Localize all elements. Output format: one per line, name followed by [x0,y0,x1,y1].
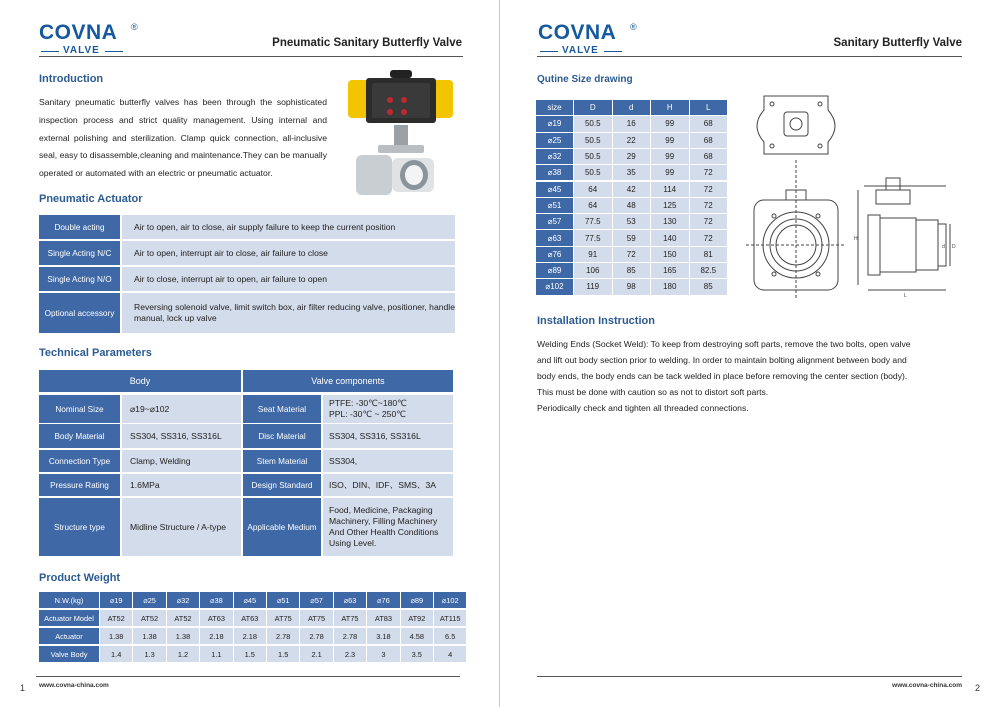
weight-cell: 3.5 [401,646,433,662]
valve-product-image [338,70,463,205]
footer-rule [36,676,460,677]
size-cell: 72 [690,182,728,197]
outline-drawing [746,90,961,310]
weight-header-cell: ⌀45 [234,592,266,608]
size-cell: 85 [690,279,728,294]
tech-label: Nominal Size [39,395,120,423]
size-cell: 42 [613,182,651,197]
weight-cell: 2.18 [200,628,232,644]
size-cell: 50.5 [574,165,612,180]
size-cell: 81 [690,247,728,262]
size-cell: 50.5 [574,149,612,164]
weight-cell: AT75 [334,610,366,626]
actuator-row: Double acting Air to open, air to close, air supply failure to keep the current position [39,215,455,239]
weight-cell: 1.3 [133,646,165,662]
svg-text:D: D [952,244,956,250]
size-cell: ⌀89 [536,263,573,278]
weight-header-cell: ⌀32 [167,592,199,608]
size-cell: 72 [690,198,728,213]
footer-url[interactable]: www.covna-china.com [892,682,962,689]
svg-text:d: d [942,244,945,250]
weight-header-cell: ⌀25 [133,592,165,608]
size-cell: 72 [690,214,728,229]
weight-cell: Actuator Model [39,610,99,626]
install-text: Welding Ends (Socket Weld): To keep from destroying soft parts, remove the two bolts, open valve and lift out body section prior to welding. In order to maintain bolting alignment between body and body ends, the body ends can be tack welded in place before removing the center section (body). This must be done with caution so as not to distort soft parts. Periodically check and tighten all threaded connections. [537,339,911,413]
size-cell: 22 [613,133,651,148]
size-cell: 91 [574,247,612,262]
size-cell: 82.5 [690,263,728,278]
actuator-row: Single Acting N/O Air to close, interrupt air to open, air failure to open [39,267,455,291]
size-cell: ⌀38 [536,165,573,180]
tech-label: Applicable Medium [243,498,321,556]
size-cell: 150 [651,247,689,262]
tech-label: Pressure Rating [39,474,120,496]
tech-value: ⌀19~⌀102 [122,395,241,423]
covna-logo: COVNA ® VALVE [538,21,637,56]
actuator-heading: Pneumatic Actuator [39,193,143,205]
svg-text:H: H [854,236,858,242]
page-title: Sanitary Butterfly Valve [833,37,962,49]
size-cell: 35 [613,165,651,180]
size-cell: 99 [651,149,689,164]
intro-heading: Introduction [39,73,104,85]
weight-cell: AT52 [100,610,132,626]
tech-value: Midline Structure / A-type [122,498,241,556]
size-cell: 64 [574,198,612,213]
svg-text:L: L [904,293,907,299]
size-cell: 50.5 [574,133,612,148]
size-cell: ⌀102 [536,279,573,294]
size-cell: 98 [613,279,651,294]
weight-header-cell: ⌀102 [434,592,466,608]
size-cell: 119 [574,279,612,294]
weight-cell: Valve Body [39,646,99,662]
weight-header-cell: ⌀89 [401,592,433,608]
size-cell: ⌀63 [536,230,573,245]
tech-label: Body Material [39,424,120,448]
size-cell: 72 [690,230,728,245]
tech-value: PTFE: -30℃~180℃ PPL: -30℃ ~ 250℃ [323,395,453,423]
weight-cell: 1.5 [267,646,299,662]
weight-cell: AT52 [133,610,165,626]
weight-cell: 2.78 [334,628,366,644]
weight-header-cell: ⌀19 [100,592,132,608]
tech-value: SS304, SS316, SS316L [122,424,241,448]
install-heading: Installation Instruction [537,315,655,327]
size-cell: ⌀76 [536,247,573,262]
size-cell: 72 [613,247,651,262]
weight-cell: AT75 [300,610,332,626]
header-rule [39,56,463,57]
weight-cell: 1.38 [100,628,132,644]
tech-value: 1.6MPa [122,474,241,496]
weight-cell: AT63 [200,610,232,626]
weight-header-cell: ⌀38 [200,592,232,608]
page-2 [501,0,1000,707]
weight-cell: 1.5 [234,646,266,662]
size-cell: 59 [613,230,651,245]
weight-cell: 2.78 [267,628,299,644]
tech-label: Structure type [39,498,120,556]
size-cell: 50.5 [574,116,612,131]
page-number: 1 [20,683,26,693]
weight-cell: AT92 [401,610,433,626]
tech-value: Food, Medicine, Packaging Machinery, Filling Machinery And Other Health Conditions Using Level. [323,498,453,556]
page-number: 2 [974,683,980,693]
header-rule [537,56,962,57]
weight-cell: AT83 [367,610,399,626]
weight-cell: AT115 [434,610,466,626]
weight-cell: 1.38 [167,628,199,644]
size-cell: 53 [613,214,651,229]
size-cell: 85 [613,263,651,278]
weight-cell: AT52 [167,610,199,626]
tech-heading: Technical Parameters [39,347,152,359]
weight-cell: 6.5 [434,628,466,644]
size-cell: 16 [613,116,651,131]
tech-label: Stem Material [243,450,321,472]
tech-value: Clamp, Welding [122,450,241,472]
size-cell: 114 [651,182,689,197]
weight-cell: 2.18 [234,628,266,644]
size-cell: 99 [651,165,689,180]
size-cell: ⌀51 [536,198,573,213]
weight-cell: 1.38 [133,628,165,644]
covna-logo: COVNA ® VALVE [39,21,138,56]
tech-value: SS304, [323,450,453,472]
size-header-cell: L [690,100,728,115]
tech-value: ISO、DIN、IDF、SMS、3A [323,474,453,496]
size-cell: 64 [574,182,612,197]
weight-cell: 3.18 [367,628,399,644]
size-header-cell: H [651,100,689,115]
size-cell: 68 [690,116,728,131]
weight-header-cell: ⌀63 [334,592,366,608]
weight-cell: 1.2 [167,646,199,662]
weight-header-cell: N.W.(kg) [39,592,99,608]
weight-cell: 1.1 [200,646,232,662]
footer-url[interactable]: www.covna-china.com [39,682,109,689]
weight-cell: AT75 [267,610,299,626]
weight-header-cell: ⌀76 [367,592,399,608]
weight-cell: AT63 [234,610,266,626]
size-cell: 125 [651,198,689,213]
tech-label: Seat Material [243,395,321,423]
weight-cell: Actuator [39,628,99,644]
size-cell: ⌀25 [536,133,573,148]
size-cell: 68 [690,133,728,148]
weight-cell: 4.58 [401,628,433,644]
size-cell: ⌀57 [536,214,573,229]
tech-head-body: Body [39,370,241,392]
size-cell: 180 [651,279,689,294]
size-cell: 99 [651,133,689,148]
footer-rule [537,676,962,677]
size-header-cell: d [613,100,651,115]
size-cell: 106 [574,263,612,278]
size-cell: 29 [613,149,651,164]
size-cell: 77.5 [574,230,612,245]
weight-cell: 2.1 [300,646,332,662]
intro-text: Sanitary pneumatic butterfly valves has been through the sophisticated inspection process and strict quality management. Using internal and external polishing and sterilization. Clamp quick connection, all-inclusive seal, easy to disassemble,cleaning and maintenance.They can be manually operated or automated with an electric or pneumatic actuator. [39,97,327,179]
size-cell: 48 [613,198,651,213]
weight-cell: 3 [367,646,399,662]
actuator-row: Single Acting N/C Air to open, interrupt air to close, air failure to close [39,241,455,265]
weight-cell: 2.78 [300,628,332,644]
tech-label: Disc Material [243,424,321,448]
tech-label: Connection Type [39,450,120,472]
page-title: Pneumatic Sanitary Butterfly Valve [272,37,462,49]
weight-cell: 2.3 [334,646,366,662]
size-cell: ⌀45 [536,182,573,197]
size-cell: 99 [651,116,689,131]
tech-head-components: Valve components [243,370,453,392]
size-cell: 72 [690,165,728,180]
weight-cell: 4 [434,646,466,662]
weight-header-cell: ⌀51 [267,592,299,608]
size-cell: ⌀19 [536,116,573,131]
size-cell: 140 [651,230,689,245]
size-cell: 130 [651,214,689,229]
size-cell: 77.5 [574,214,612,229]
tech-value: SS304, SS316, SS316L [323,424,453,448]
size-header-cell: size [536,100,573,115]
actuator-row: Optional accessory Reversing solenoid valve, limit switch box, air filter reducing valve, positioner, handle manual, lock up valve [39,293,455,333]
outline-heading: Qutine Size drawing [537,74,633,85]
size-header-cell: D [574,100,612,115]
weight-cell: 1.4 [100,646,132,662]
size-cell: 165 [651,263,689,278]
weight-heading: Product Weight [39,572,121,584]
size-cell: 68 [690,149,728,164]
weight-header-cell: ⌀57 [300,592,332,608]
size-cell: ⌀32 [536,149,573,164]
tech-label: Design Standard [243,474,321,496]
